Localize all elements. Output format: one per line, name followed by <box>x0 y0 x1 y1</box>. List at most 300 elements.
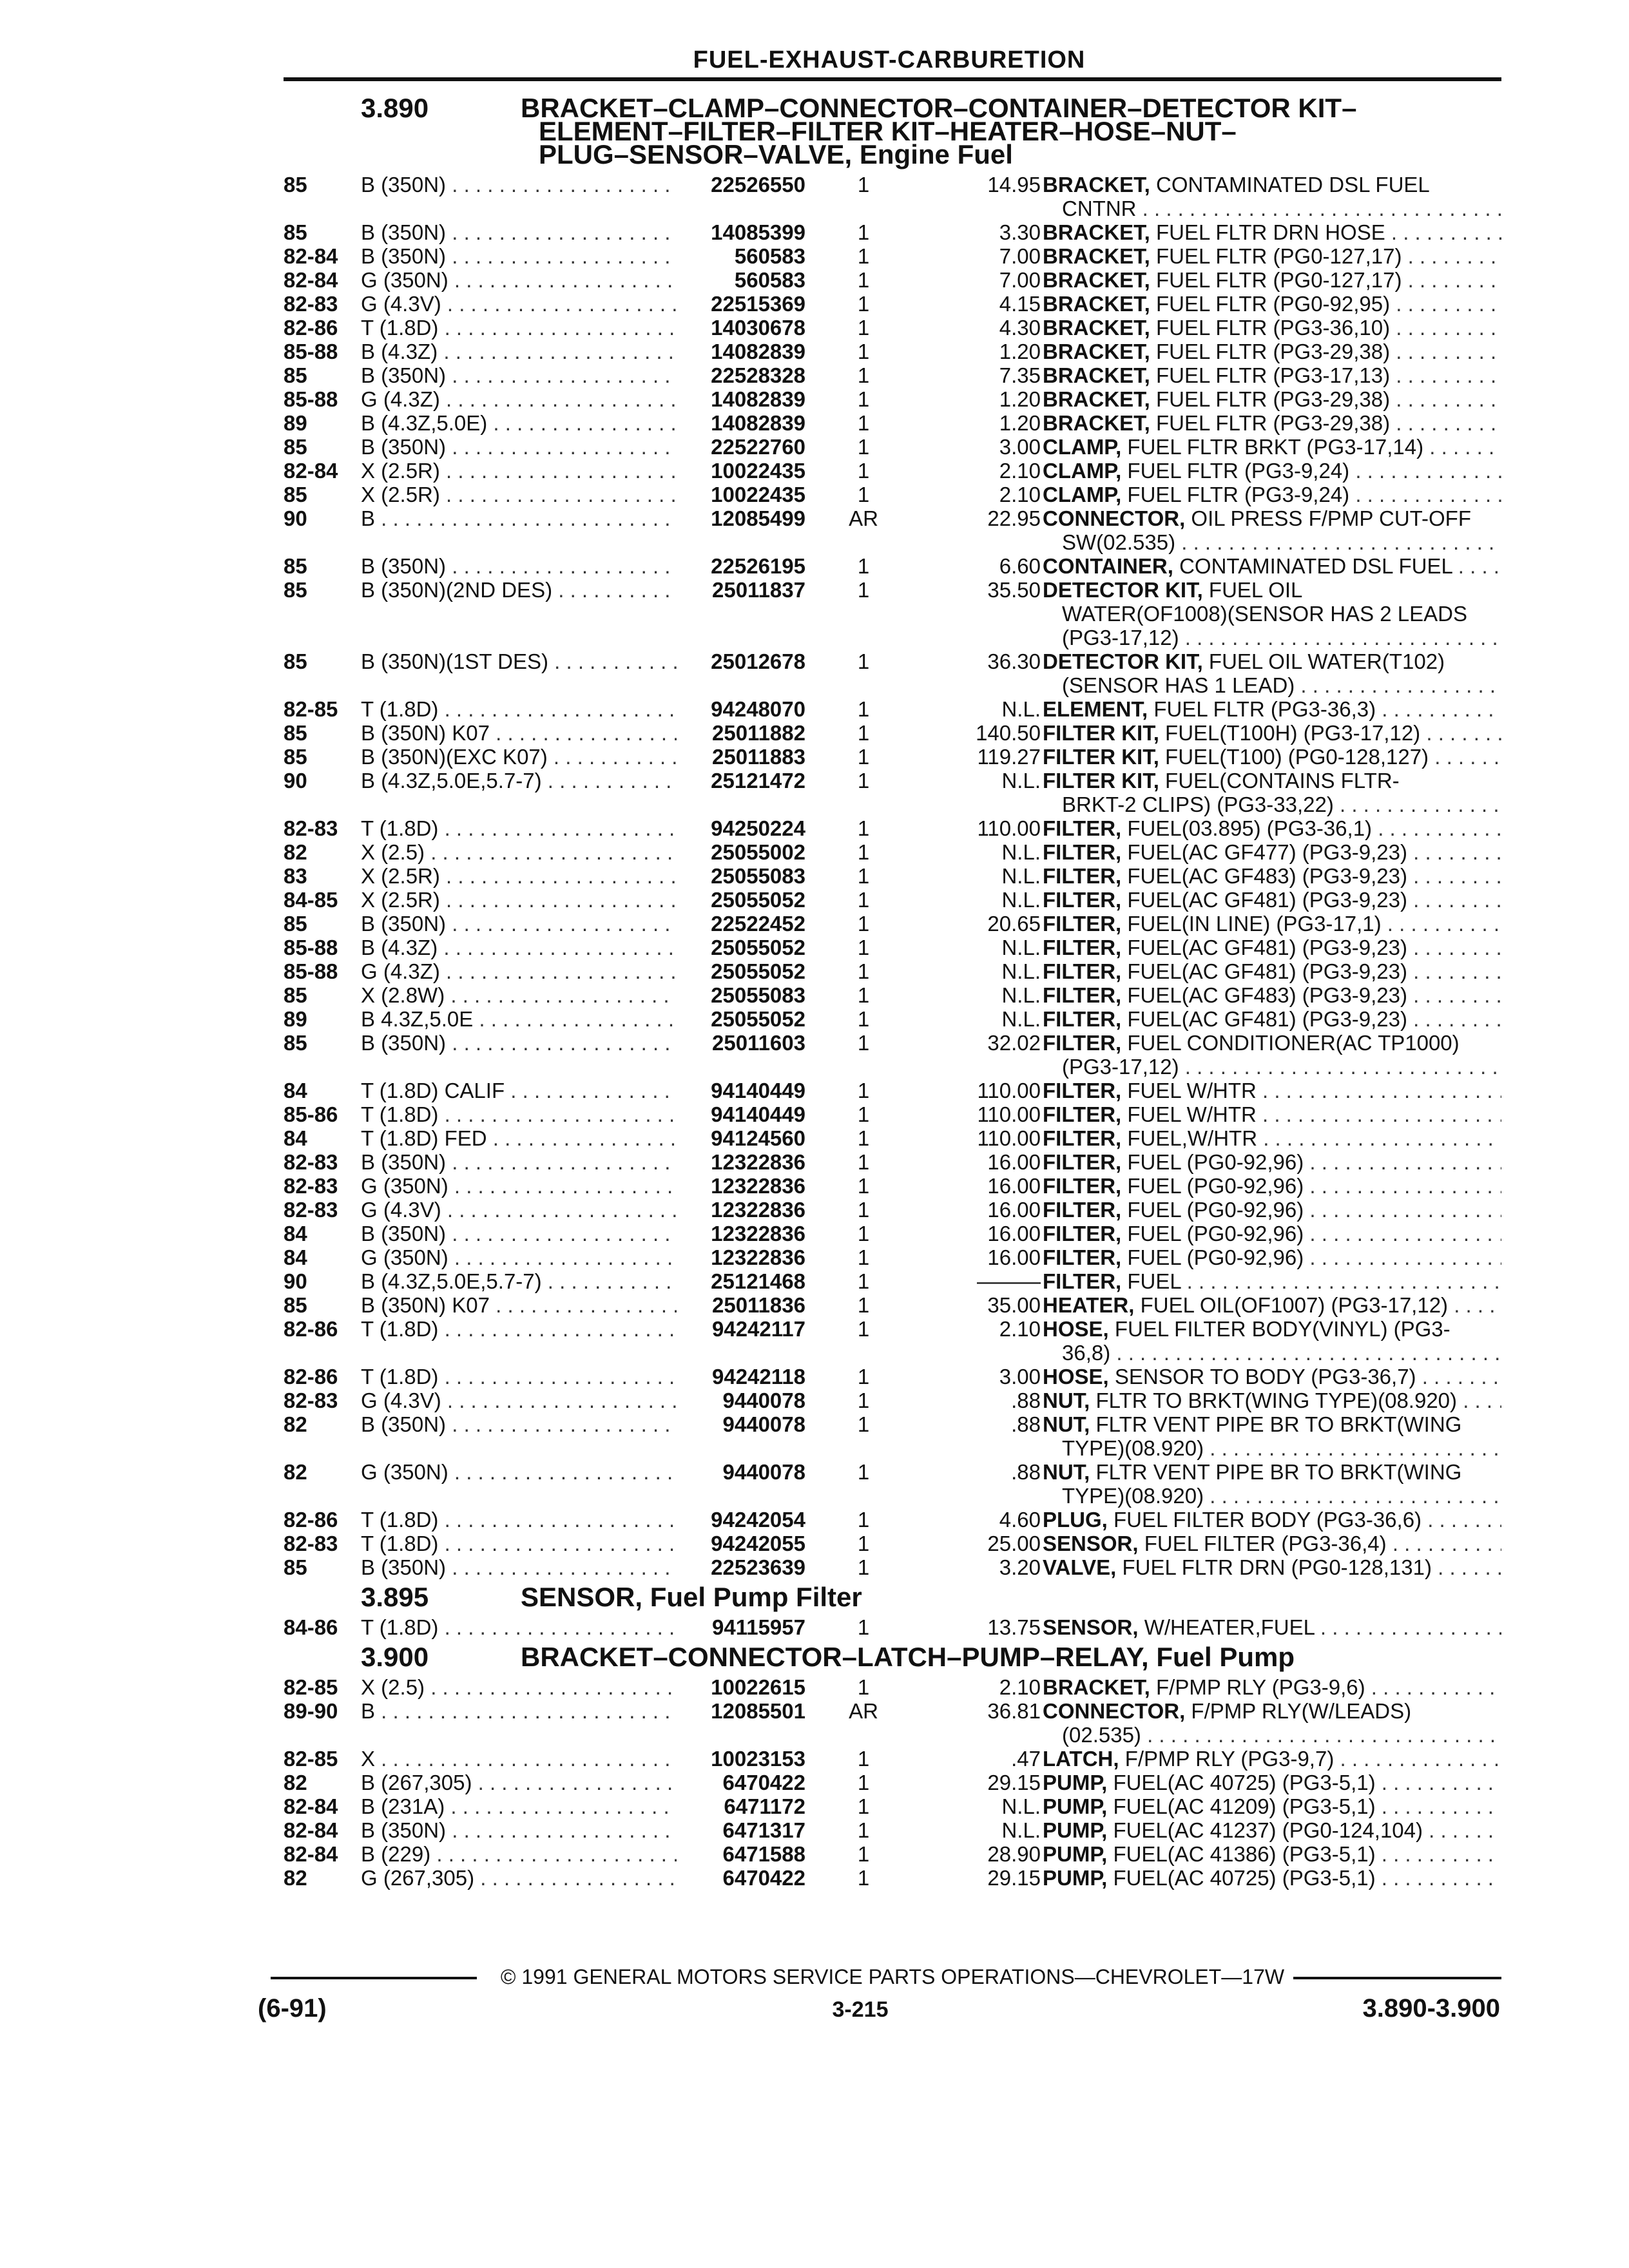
model-years: 82-85 <box>284 1747 338 1771</box>
footer-page-number: 3-215 <box>832 1997 889 2022</box>
part-name: FILTER, <box>1043 1102 1122 1126</box>
part-number: 6470422 <box>722 1866 805 1890</box>
model-years: 85 <box>284 220 307 244</box>
part-name: FILTER, <box>1043 1079 1122 1102</box>
part-row-continuation <box>284 1055 1501 1079</box>
application <box>361 1317 677 1341</box>
application-text: T (1.8D) <box>361 1615 439 1639</box>
part-number: 25055052 <box>711 959 805 983</box>
quantity: 1 <box>857 220 870 244</box>
part-number: 25055083 <box>711 864 805 888</box>
application <box>361 435 677 459</box>
section-title-line: ELEMENT–FILTER–FILTER KIT–HEATER–HOSE–NUT– <box>539 116 1237 146</box>
description <box>1043 1293 1501 1317</box>
application-text: B (350N) <box>361 1412 447 1436</box>
part-number: 560583 <box>734 268 805 292</box>
quantity: 1 <box>857 697 870 721</box>
quantity: 1 <box>857 1198 870 1222</box>
description <box>1043 1508 1501 1532</box>
model-years: 85-88 <box>284 936 338 959</box>
model-years: 85 <box>284 554 307 578</box>
application <box>361 554 677 578</box>
quantity: 1 <box>857 292 870 316</box>
application <box>361 1365 677 1389</box>
part-name: FILTER, <box>1043 1245 1122 1269</box>
section-number: 3.895 <box>361 1582 429 1612</box>
model-years: 85-88 <box>284 340 338 363</box>
part-name: LATCH, <box>1043 1747 1119 1771</box>
price: 3.00 <box>999 435 1041 459</box>
price: N.L. <box>1001 697 1041 721</box>
application-text: B (4.3Z,5.0E) <box>361 411 488 435</box>
quantity: 1 <box>857 554 870 578</box>
description <box>1043 1771 1501 1794</box>
part-name: FILTER, <box>1043 1150 1122 1174</box>
price: 36.30 <box>987 649 1041 673</box>
application-text: X (2.5) <box>361 840 425 864</box>
part-row <box>284 1245 1501 1269</box>
price: 3.30 <box>999 220 1041 244</box>
description <box>1043 649 1501 673</box>
part-name: HOSE, <box>1043 1317 1109 1341</box>
description-continuation <box>1062 793 1501 816</box>
application-text: B (4.3Z,5.0E,5.7-7) <box>361 1269 542 1293</box>
description-text: FUEL FLTR (PG3-29,38) <box>1156 411 1391 435</box>
application-text: B (350N) <box>361 1222 447 1245</box>
description-text: FUEL FLTR (PG3-17,13) <box>1156 363 1391 387</box>
part-name: BRACKET, <box>1043 340 1150 363</box>
application-text: B (350N) <box>361 244 447 268</box>
application-text: B (4.3Z,5.0E,5.7-7) <box>361 769 542 793</box>
quantity: 1 <box>857 1174 870 1198</box>
description-text: FUEL(AC GF481) (PG3-9,23) <box>1127 959 1407 983</box>
part-number: 94250224 <box>711 816 805 840</box>
model-years: 85 <box>284 649 307 673</box>
price: .47 <box>1011 1747 1041 1771</box>
price: .88 <box>1011 1389 1041 1412</box>
quantity: 1 <box>857 745 870 769</box>
application <box>361 340 677 363</box>
description-text: FUEL (PG0-92,96) <box>1127 1150 1304 1174</box>
model-years: 82-83 <box>284 1150 338 1174</box>
part-name: FILTER, <box>1043 1174 1122 1198</box>
part-number: 560583 <box>734 244 805 268</box>
part-name: CONTAINER, <box>1043 554 1173 578</box>
description <box>1043 1747 1501 1771</box>
footer-copyright: © 1991 GENERAL MOTORS SERVICE PARTS OPERATIONS—CHEVROLET—17W <box>284 1965 1501 1989</box>
part-number: 22523639 <box>711 1555 805 1579</box>
description <box>1043 220 1501 244</box>
application-text: B (231A) <box>361 1794 445 1818</box>
description <box>1043 1532 1501 1555</box>
part-name: FILTER, <box>1043 840 1122 864</box>
part-row <box>284 1365 1501 1389</box>
part-number: 12322836 <box>711 1222 805 1245</box>
description <box>1043 721 1501 745</box>
description <box>1043 769 1501 793</box>
quantity: 1 <box>857 1007 870 1031</box>
quantity: 1 <box>857 1269 870 1293</box>
part-name: CLAMP, <box>1043 459 1122 483</box>
part-row <box>284 411 1501 435</box>
quantity: 1 <box>857 1615 870 1639</box>
description <box>1043 816 1501 840</box>
model-years: 82-83 <box>284 292 338 316</box>
part-row <box>284 1771 1501 1794</box>
price: 1.20 <box>999 340 1041 363</box>
price: 6.60 <box>999 554 1041 578</box>
part-name: BRACKET, <box>1043 173 1150 197</box>
part-row <box>284 1150 1501 1174</box>
application-text: B (350N) <box>361 554 447 578</box>
quantity: 1 <box>857 316 870 340</box>
description-text: FUEL OIL(OF1007) (PG3-17,12) <box>1140 1293 1449 1317</box>
description-text: FUEL FLTR (PG3-9,24) <box>1127 459 1350 483</box>
model-years: 85-86 <box>284 1102 338 1126</box>
part-row <box>284 1269 1501 1293</box>
part-name: CLAMP, <box>1043 435 1122 459</box>
quantity: 1 <box>857 840 870 864</box>
application <box>361 578 677 602</box>
model-years: 84 <box>284 1126 307 1150</box>
part-row <box>284 1293 1501 1317</box>
description <box>1043 1866 1501 1890</box>
model-years: 85 <box>284 1555 307 1579</box>
description-continuation <box>1062 197 1501 220</box>
quantity: 1 <box>857 387 870 411</box>
description-text: FUEL(AC 41237) (PG0-124,104) <box>1113 1818 1423 1842</box>
part-row <box>284 1794 1501 1818</box>
part-number: 12322836 <box>711 1150 805 1174</box>
application <box>361 244 677 268</box>
model-years: 82-83 <box>284 1174 338 1198</box>
description-text: FUEL (PG0-92,96) <box>1127 1245 1304 1269</box>
description-text: FUEL FLTR (PG3-36,10) <box>1156 316 1391 340</box>
application-text: G (4.3V) <box>361 1389 441 1412</box>
part-name: FILTER, <box>1043 959 1122 983</box>
part-name: ELEMENT, <box>1043 697 1148 721</box>
part-row <box>284 649 1501 673</box>
model-years: 85 <box>284 483 307 506</box>
quantity: AR <box>849 506 878 530</box>
description <box>1043 506 1501 530</box>
model-years: 85 <box>284 912 307 936</box>
part-row <box>284 554 1501 578</box>
model-years: 85-88 <box>284 959 338 983</box>
quantity: 1 <box>857 1532 870 1555</box>
description <box>1043 387 1501 411</box>
price: 16.00 <box>987 1245 1041 1269</box>
application <box>361 1126 677 1150</box>
application <box>361 1460 677 1484</box>
description-text: FUEL <box>1127 1269 1181 1293</box>
description <box>1043 1317 1501 1341</box>
description <box>1043 1007 1501 1031</box>
price: 16.00 <box>987 1174 1041 1198</box>
part-number: 25055052 <box>711 1007 805 1031</box>
description-text: FUEL(AC GF481) (PG3-9,23) <box>1127 936 1407 959</box>
price: 16.00 <box>987 1198 1041 1222</box>
description-continuation-text: CNTNR <box>1062 197 1137 220</box>
application-text: X (2.5R) <box>361 888 440 912</box>
part-name: BRACKET, <box>1043 363 1150 387</box>
application <box>361 1150 677 1174</box>
part-name: FILTER, <box>1043 912 1122 936</box>
part-row <box>284 1699 1501 1723</box>
part-name: FILTER, <box>1043 1222 1122 1245</box>
description <box>1043 244 1501 268</box>
description <box>1043 459 1501 483</box>
section-title-line: PLUG–SENSOR–VALVE, Engine Fuel <box>539 139 1013 169</box>
description <box>1043 1245 1501 1269</box>
part-number: 14082839 <box>711 340 805 363</box>
application <box>361 864 677 888</box>
price: N.L. <box>1001 959 1041 983</box>
application <box>361 1269 677 1293</box>
description <box>1043 1412 1501 1436</box>
application-text: T (1.8D) <box>361 1317 439 1341</box>
part-number: 94242055 <box>711 1532 805 1555</box>
part-name: BRACKET, <box>1043 387 1150 411</box>
part-row <box>284 1007 1501 1031</box>
part-number: 14082839 <box>711 411 805 435</box>
price: N.L. <box>1001 1007 1041 1031</box>
description <box>1043 1615 1501 1639</box>
description-text: FUEL FLTR (PG3-29,38) <box>1156 340 1391 363</box>
application <box>361 1293 677 1317</box>
model-years: 85 <box>284 1031 307 1055</box>
application-text: T (1.8D) <box>361 816 439 840</box>
part-name: BRACKET, <box>1043 292 1150 316</box>
description-continuation-text: SW(02.535) <box>1062 530 1176 554</box>
description-continuation-text: WATER(OF1008)(SENSOR HAS 2 LEADS <box>1062 602 1467 626</box>
model-years: 82-83 <box>284 816 338 840</box>
application <box>361 1508 677 1532</box>
quantity: 1 <box>857 435 870 459</box>
part-number: 25121472 <box>711 769 805 793</box>
description-text: FUEL OIL <box>1208 578 1303 602</box>
quantity: 1 <box>857 912 870 936</box>
section-title <box>521 93 1501 169</box>
description <box>1043 1675 1501 1699</box>
part-name: CLAMP, <box>1043 483 1122 506</box>
part-number: 22528328 <box>711 363 805 387</box>
price: 1.20 <box>999 387 1041 411</box>
description <box>1043 912 1501 936</box>
part-name: PUMP, <box>1043 1866 1108 1890</box>
application <box>361 1102 677 1126</box>
application-text: B 4.3Z,5.0E <box>361 1007 474 1031</box>
application-text: B (4.3Z) <box>361 340 438 363</box>
description-text: FUEL W/HTR <box>1127 1079 1257 1102</box>
price: 7.00 <box>999 268 1041 292</box>
part-number: 12322836 <box>711 1198 805 1222</box>
part-row <box>284 1747 1501 1771</box>
part-row <box>284 1555 1501 1579</box>
application-text: B <box>361 1699 376 1723</box>
part-row <box>284 1317 1501 1341</box>
quantity: 1 <box>857 1365 870 1389</box>
part-name: BRACKET, <box>1043 268 1150 292</box>
application <box>361 721 677 745</box>
description-text: FUEL FLTR (PG0-127,17) <box>1156 244 1402 268</box>
application <box>361 1198 677 1222</box>
application-text: B (350N)(1ST DES) <box>361 649 548 673</box>
part-row <box>284 1866 1501 1890</box>
application <box>361 1615 677 1639</box>
part-row <box>284 816 1501 840</box>
model-years: 85 <box>284 721 307 745</box>
description <box>1043 578 1501 602</box>
application-text: X (2.5R) <box>361 459 440 483</box>
price: 110.00 <box>977 1102 1041 1126</box>
description-continuation-text: (PG3-17,12) <box>1062 626 1179 649</box>
part-name: FILTER, <box>1043 1126 1122 1150</box>
price: 110.00 <box>977 1126 1041 1150</box>
section-heading <box>284 1642 1501 1672</box>
description-text: CONTAMINATED DSL FUEL <box>1179 554 1452 578</box>
application <box>361 1389 677 1412</box>
quantity: 1 <box>857 1675 870 1699</box>
description-text: FUEL FLTR DRN HOSE <box>1156 220 1385 244</box>
application-text: G (350N) <box>361 1460 448 1484</box>
part-row <box>284 1818 1501 1842</box>
quantity: 1 <box>857 1293 870 1317</box>
application-text: B (267,305) <box>361 1771 472 1794</box>
application-text: G (4.3Z) <box>361 959 440 983</box>
part-name: FILTER, <box>1043 1269 1122 1293</box>
price: 1.20 <box>999 411 1041 435</box>
price: 3.00 <box>999 1365 1041 1389</box>
description-continuation <box>1062 530 1501 554</box>
description-continuation <box>1062 673 1501 697</box>
part-row-continuation <box>284 1723 1501 1747</box>
part-number: 25011603 <box>711 1031 805 1055</box>
part-number: 14085399 <box>711 220 805 244</box>
quantity: 1 <box>857 459 870 483</box>
price: 2.10 <box>999 483 1041 506</box>
part-number: 10023153 <box>711 1747 805 1771</box>
description-text: FLTR VENT PIPE BR TO BRKT(WING <box>1095 1460 1462 1484</box>
section-number: 3.890 <box>361 93 429 123</box>
application <box>361 1794 677 1818</box>
part-name: PUMP, <box>1043 1771 1108 1794</box>
description-text: FUEL FLTR DRN (PG0-128,131) <box>1122 1555 1432 1579</box>
application-text: X (2.5) <box>361 1675 425 1699</box>
application <box>361 1532 677 1555</box>
description <box>1043 1079 1501 1102</box>
model-years: 85-88 <box>284 387 338 411</box>
price: 14.95 <box>987 173 1041 197</box>
description <box>1043 1365 1501 1389</box>
price: 16.00 <box>987 1150 1041 1174</box>
model-years: 82-85 <box>284 1675 338 1699</box>
part-name: FILTER, <box>1043 1007 1122 1031</box>
part-number: 12085501 <box>711 1699 805 1723</box>
part-name: PLUG, <box>1043 1508 1108 1532</box>
part-number: 94242117 <box>711 1317 805 1341</box>
quantity: 1 <box>857 1771 870 1794</box>
application-text: T (1.8D) <box>361 1365 439 1389</box>
model-years: 82-86 <box>284 1508 338 1532</box>
part-row <box>284 936 1501 959</box>
part-name: FILTER, <box>1043 983 1122 1007</box>
application-text: T (1.8D) <box>361 316 439 340</box>
price: N.L. <box>1001 983 1041 1007</box>
application <box>361 959 677 983</box>
description <box>1043 1794 1501 1818</box>
application-text: B (350N)(EXC K07) <box>361 745 548 769</box>
description-continuation <box>1062 1055 1501 1079</box>
description-text: FUEL(AC 41386) (PG3-5,1) <box>1113 1842 1376 1866</box>
parts-list <box>284 76 1501 1890</box>
part-row <box>284 769 1501 793</box>
part-row <box>284 340 1501 363</box>
description <box>1043 173 1501 197</box>
part-row-continuation <box>284 1341 1501 1365</box>
description-text: FUEL(AC GF477) (PG3-9,23) <box>1127 840 1407 864</box>
part-row <box>284 840 1501 864</box>
application <box>361 1675 677 1699</box>
description <box>1043 1460 1501 1484</box>
description-text: FUEL,W/HTR <box>1127 1126 1258 1150</box>
description-text: FUEL (PG0-92,96) <box>1127 1174 1304 1198</box>
model-years: 85 <box>284 983 307 1007</box>
model-years: 84-86 <box>284 1615 338 1639</box>
part-row <box>284 1222 1501 1245</box>
model-years: 89 <box>284 411 307 435</box>
application <box>361 173 677 197</box>
description-text: FUEL FLTR (PG0-127,17) <box>1156 268 1402 292</box>
part-name: SENSOR, <box>1043 1532 1139 1555</box>
application <box>361 816 677 840</box>
description <box>1043 363 1501 387</box>
model-years: 84 <box>284 1245 307 1269</box>
description-continuation-text: (SENSOR HAS 1 LEAD) <box>1062 673 1295 697</box>
footer-section-range: 3.890-3.900 <box>1362 1994 1500 2023</box>
description <box>1043 1174 1501 1198</box>
part-row <box>284 316 1501 340</box>
part-row <box>284 1842 1501 1866</box>
application-text: B (350N) <box>361 1031 447 1055</box>
application <box>361 1747 677 1771</box>
application-text: G (350N) <box>361 1245 448 1269</box>
application <box>361 1842 677 1866</box>
description-text: F/PMP RLY (PG3-9,7) <box>1124 1747 1335 1771</box>
part-row <box>284 1389 1501 1412</box>
part-number: 94115957 <box>711 1615 805 1639</box>
quantity: AR <box>849 1699 878 1723</box>
model-years: 89-90 <box>284 1699 338 1723</box>
part-row <box>284 1508 1501 1532</box>
application <box>361 292 677 316</box>
application <box>361 220 677 244</box>
price: 13.75 <box>987 1615 1041 1639</box>
part-number: 9440078 <box>722 1460 805 1484</box>
model-years: 90 <box>284 1269 307 1293</box>
model-years: 82 <box>284 1771 307 1794</box>
application <box>361 459 677 483</box>
description-text: FUEL(IN LINE) (PG3-17,1) <box>1127 912 1382 936</box>
model-years: 85 <box>284 578 307 602</box>
part-name: HEATER, <box>1043 1293 1135 1317</box>
price: 36.81 <box>987 1699 1041 1723</box>
part-number: 6471588 <box>722 1842 805 1866</box>
quantity: 1 <box>857 1460 870 1484</box>
part-name: NUT, <box>1043 1412 1090 1436</box>
price: ——— <box>977 1269 1041 1293</box>
quantity: 1 <box>857 411 870 435</box>
